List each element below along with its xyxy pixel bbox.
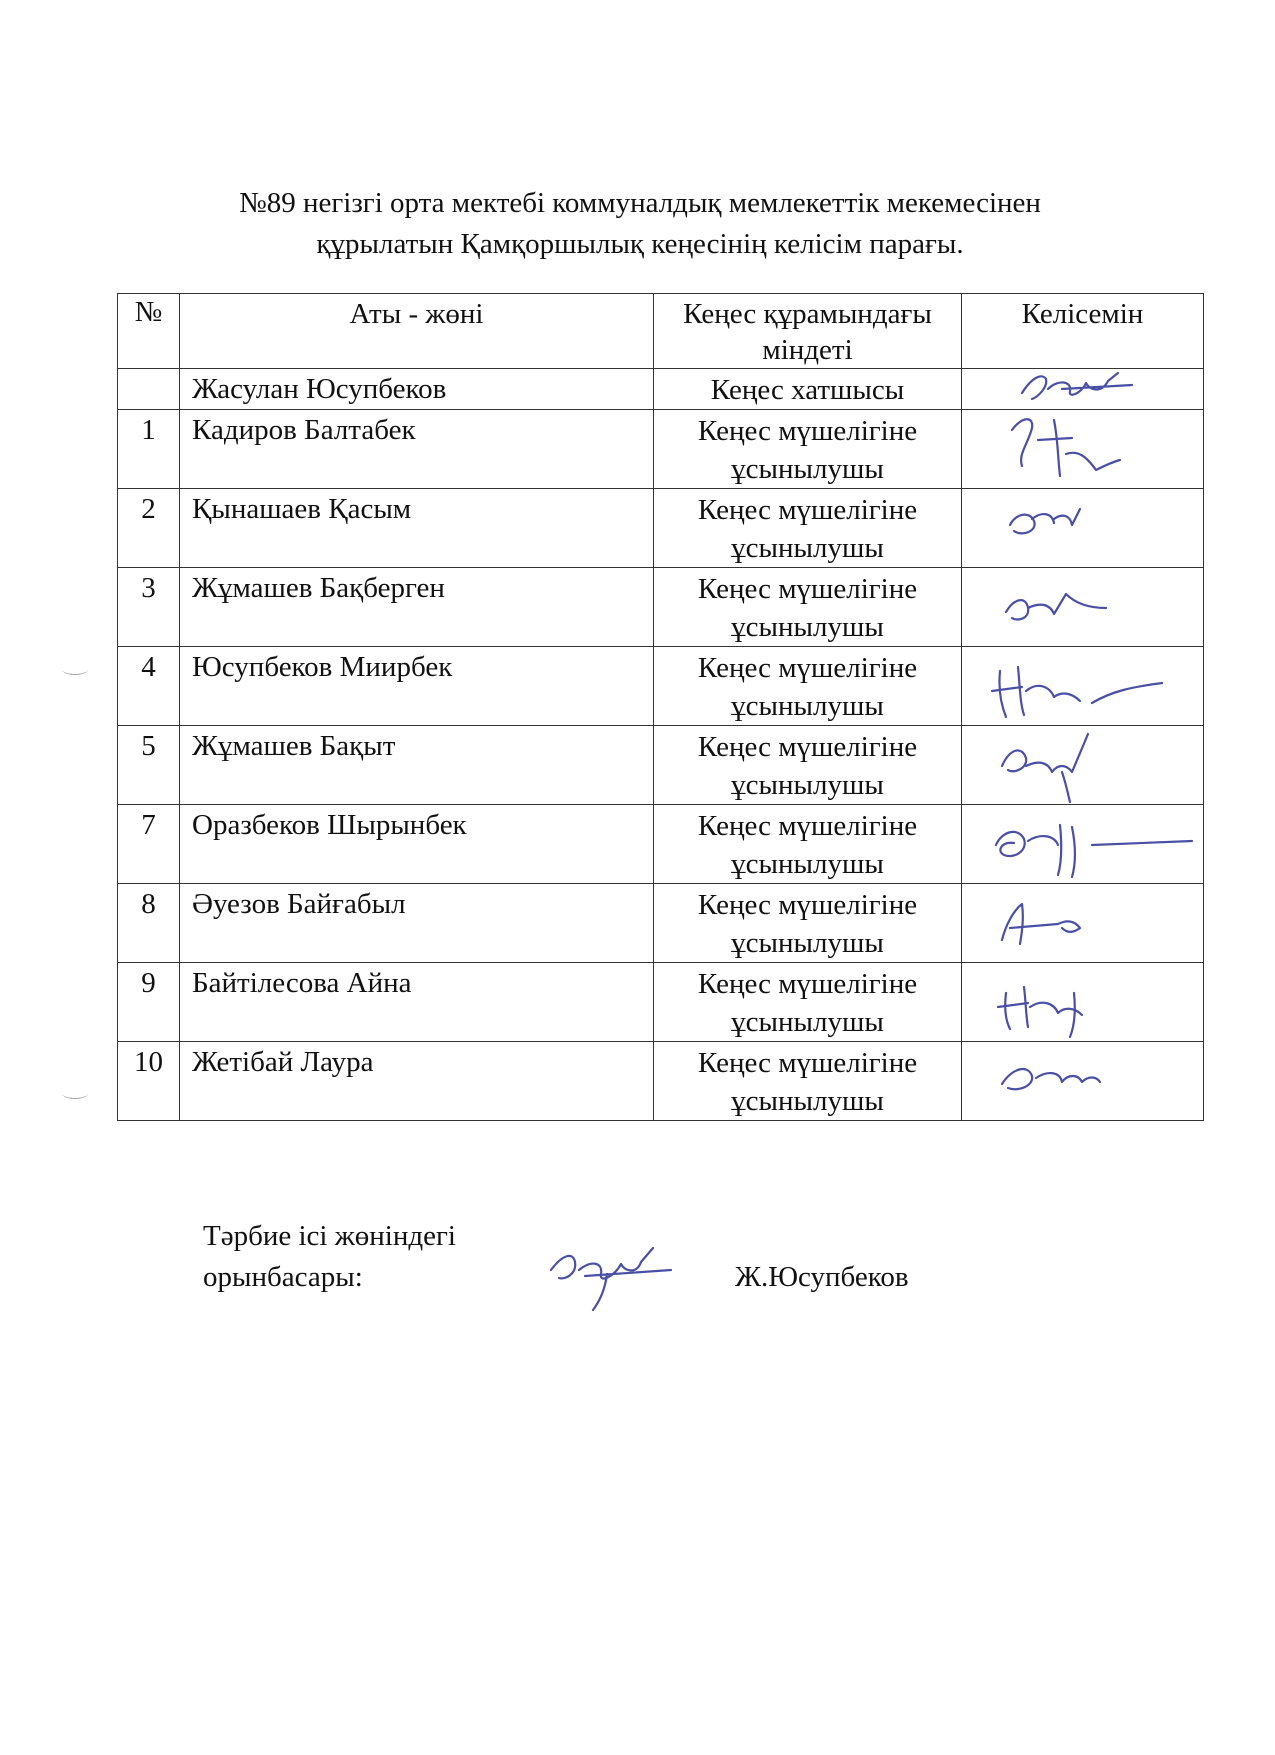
footer-position-line-2: орынбасары:: [203, 1261, 363, 1293]
header-role: [654, 294, 962, 369]
row-name: Кадиров Балтабек: [180, 410, 654, 489]
row-number: 10: [118, 1042, 180, 1121]
row-role-line-2: ұсынылушы: [731, 1006, 884, 1038]
signature-cell: [962, 489, 1204, 568]
row-name: Жасулан Юсупбеков: [180, 369, 654, 410]
row-number: 1: [118, 410, 180, 489]
row-role: [654, 1042, 962, 1121]
row-name: Юсупбеков Миирбек: [180, 647, 654, 726]
row-role-line-2: ұсынылушы: [731, 1085, 884, 1117]
row-role: [654, 489, 962, 568]
margin-punch-mark: [62, 664, 88, 675]
row-role-line-2: ұсынылушы: [731, 532, 884, 564]
row-name: Жұмашев Бақыт: [180, 726, 654, 805]
signature-cell: [962, 726, 1204, 805]
row-role-line-1: Кеңес мүшелігіне: [697, 573, 918, 605]
row-role: [654, 963, 962, 1042]
signature-cell: [962, 963, 1204, 1042]
row-role-line-1: Кеңес мүшелігіне: [697, 652, 918, 684]
row-role: [654, 805, 962, 884]
handwritten-signature: [962, 489, 1204, 566]
row-role: Кеңес хатшысы: [654, 369, 962, 410]
header-role-line-2: міндеті: [762, 334, 853, 366]
signature-cell: [962, 647, 1204, 726]
row-number: 8: [118, 884, 180, 963]
signature-cell: [962, 410, 1204, 489]
row-name: Жетібай Лаура: [180, 1042, 654, 1121]
table-row: [118, 805, 1204, 884]
table-row: [118, 568, 1204, 647]
row-role-line-2: ұсынылушы: [731, 611, 884, 643]
row-role-line-2: ұсынылушы: [731, 769, 884, 801]
handwritten-signature: [962, 410, 1204, 487]
row-number: 4: [118, 647, 180, 726]
table-row: [118, 963, 1204, 1042]
header-number: №: [118, 294, 180, 369]
handwritten-signature: [962, 647, 1204, 724]
header-name: Аты - жөні: [180, 294, 654, 369]
margin-punch-mark: [62, 1088, 88, 1099]
handwritten-signature: [545, 1240, 685, 1320]
row-number: 5: [118, 726, 180, 805]
row-name: Оразбеков Шырынбек: [180, 805, 654, 884]
table-row: [118, 884, 1204, 963]
handwritten-signature: [962, 884, 1204, 961]
document-title-line-2: құрылатын Қамқоршылық кеңесінің келісім парағы.: [316, 228, 964, 260]
row-role-line-2: ұсынылушы: [731, 927, 884, 959]
footer-position-line-1: Тәрбие ісі жөніндегі: [203, 1220, 456, 1252]
row-role: [654, 410, 962, 489]
row-role-line-1: Кеңес мүшелігіне: [697, 1047, 918, 1079]
row-number: 3: [118, 568, 180, 647]
row-role-line-1: Кеңес мүшелігіне: [697, 810, 918, 842]
footer-signature: [545, 1240, 685, 1325]
row-number: [118, 369, 180, 410]
row-role-line-1: Кеңес мүшелігіне: [697, 731, 918, 763]
handwritten-signature: [962, 963, 1204, 1040]
table-row: [118, 726, 1204, 805]
row-role-line-1: Кеңес мүшелігіне: [697, 415, 918, 447]
row-name: Қынашаев Қасым: [180, 489, 654, 568]
handwritten-signature: [962, 805, 1204, 882]
row-number: 9: [118, 963, 180, 1042]
row-role-line-2: ұсынылушы: [731, 690, 884, 722]
row-name: Байтілесова Айна: [180, 963, 654, 1042]
signature-cell: [962, 884, 1204, 963]
signature-cell: [962, 568, 1204, 647]
header-role-line-1: Кеңес құрамындағы: [683, 298, 932, 330]
row-role-line-2: ұсынылушы: [731, 848, 884, 880]
row-role: [654, 647, 962, 726]
signature-cell: [962, 369, 1204, 410]
signature-cell: [962, 1042, 1204, 1121]
table-row: [118, 489, 1204, 568]
row-number: 2: [118, 489, 180, 568]
row-role: [654, 884, 962, 963]
table-row: [118, 410, 1204, 489]
row-number: 7: [118, 805, 180, 884]
table-header-row: [118, 294, 1204, 369]
row-name: Жұмашев Бақберген: [180, 568, 654, 647]
row-role: [654, 568, 962, 647]
table-row: [118, 647, 1204, 726]
row-role-line-1: Кеңес мүшелігіне: [697, 889, 918, 921]
row-role-line-1: Кеңес мүшелігіне: [697, 968, 918, 1000]
signature-cell: [962, 805, 1204, 884]
row-role-line-2: ұсынылушы: [731, 453, 884, 485]
handwritten-signature: [962, 568, 1204, 645]
document-title-line-1: №89 негізгі орта мектебі коммуналдық мемлекеттік мекемесінен: [239, 187, 1041, 219]
row-name: Әуезов Байғабыл: [180, 884, 654, 963]
handwritten-signature: [962, 1042, 1204, 1119]
row-role-line-1: Кеңес мүшелігіне: [697, 494, 918, 526]
table-row-secretary: [118, 369, 1204, 410]
table-row: [118, 1042, 1204, 1121]
header-consent: Келісемін: [962, 294, 1204, 369]
consent-table: [117, 293, 1204, 1121]
footer-signatory-name: Ж.Юсупбеков: [735, 1261, 909, 1293]
row-role: [654, 726, 962, 805]
handwritten-signature: [962, 726, 1204, 803]
handwritten-signature: [962, 369, 1204, 406]
